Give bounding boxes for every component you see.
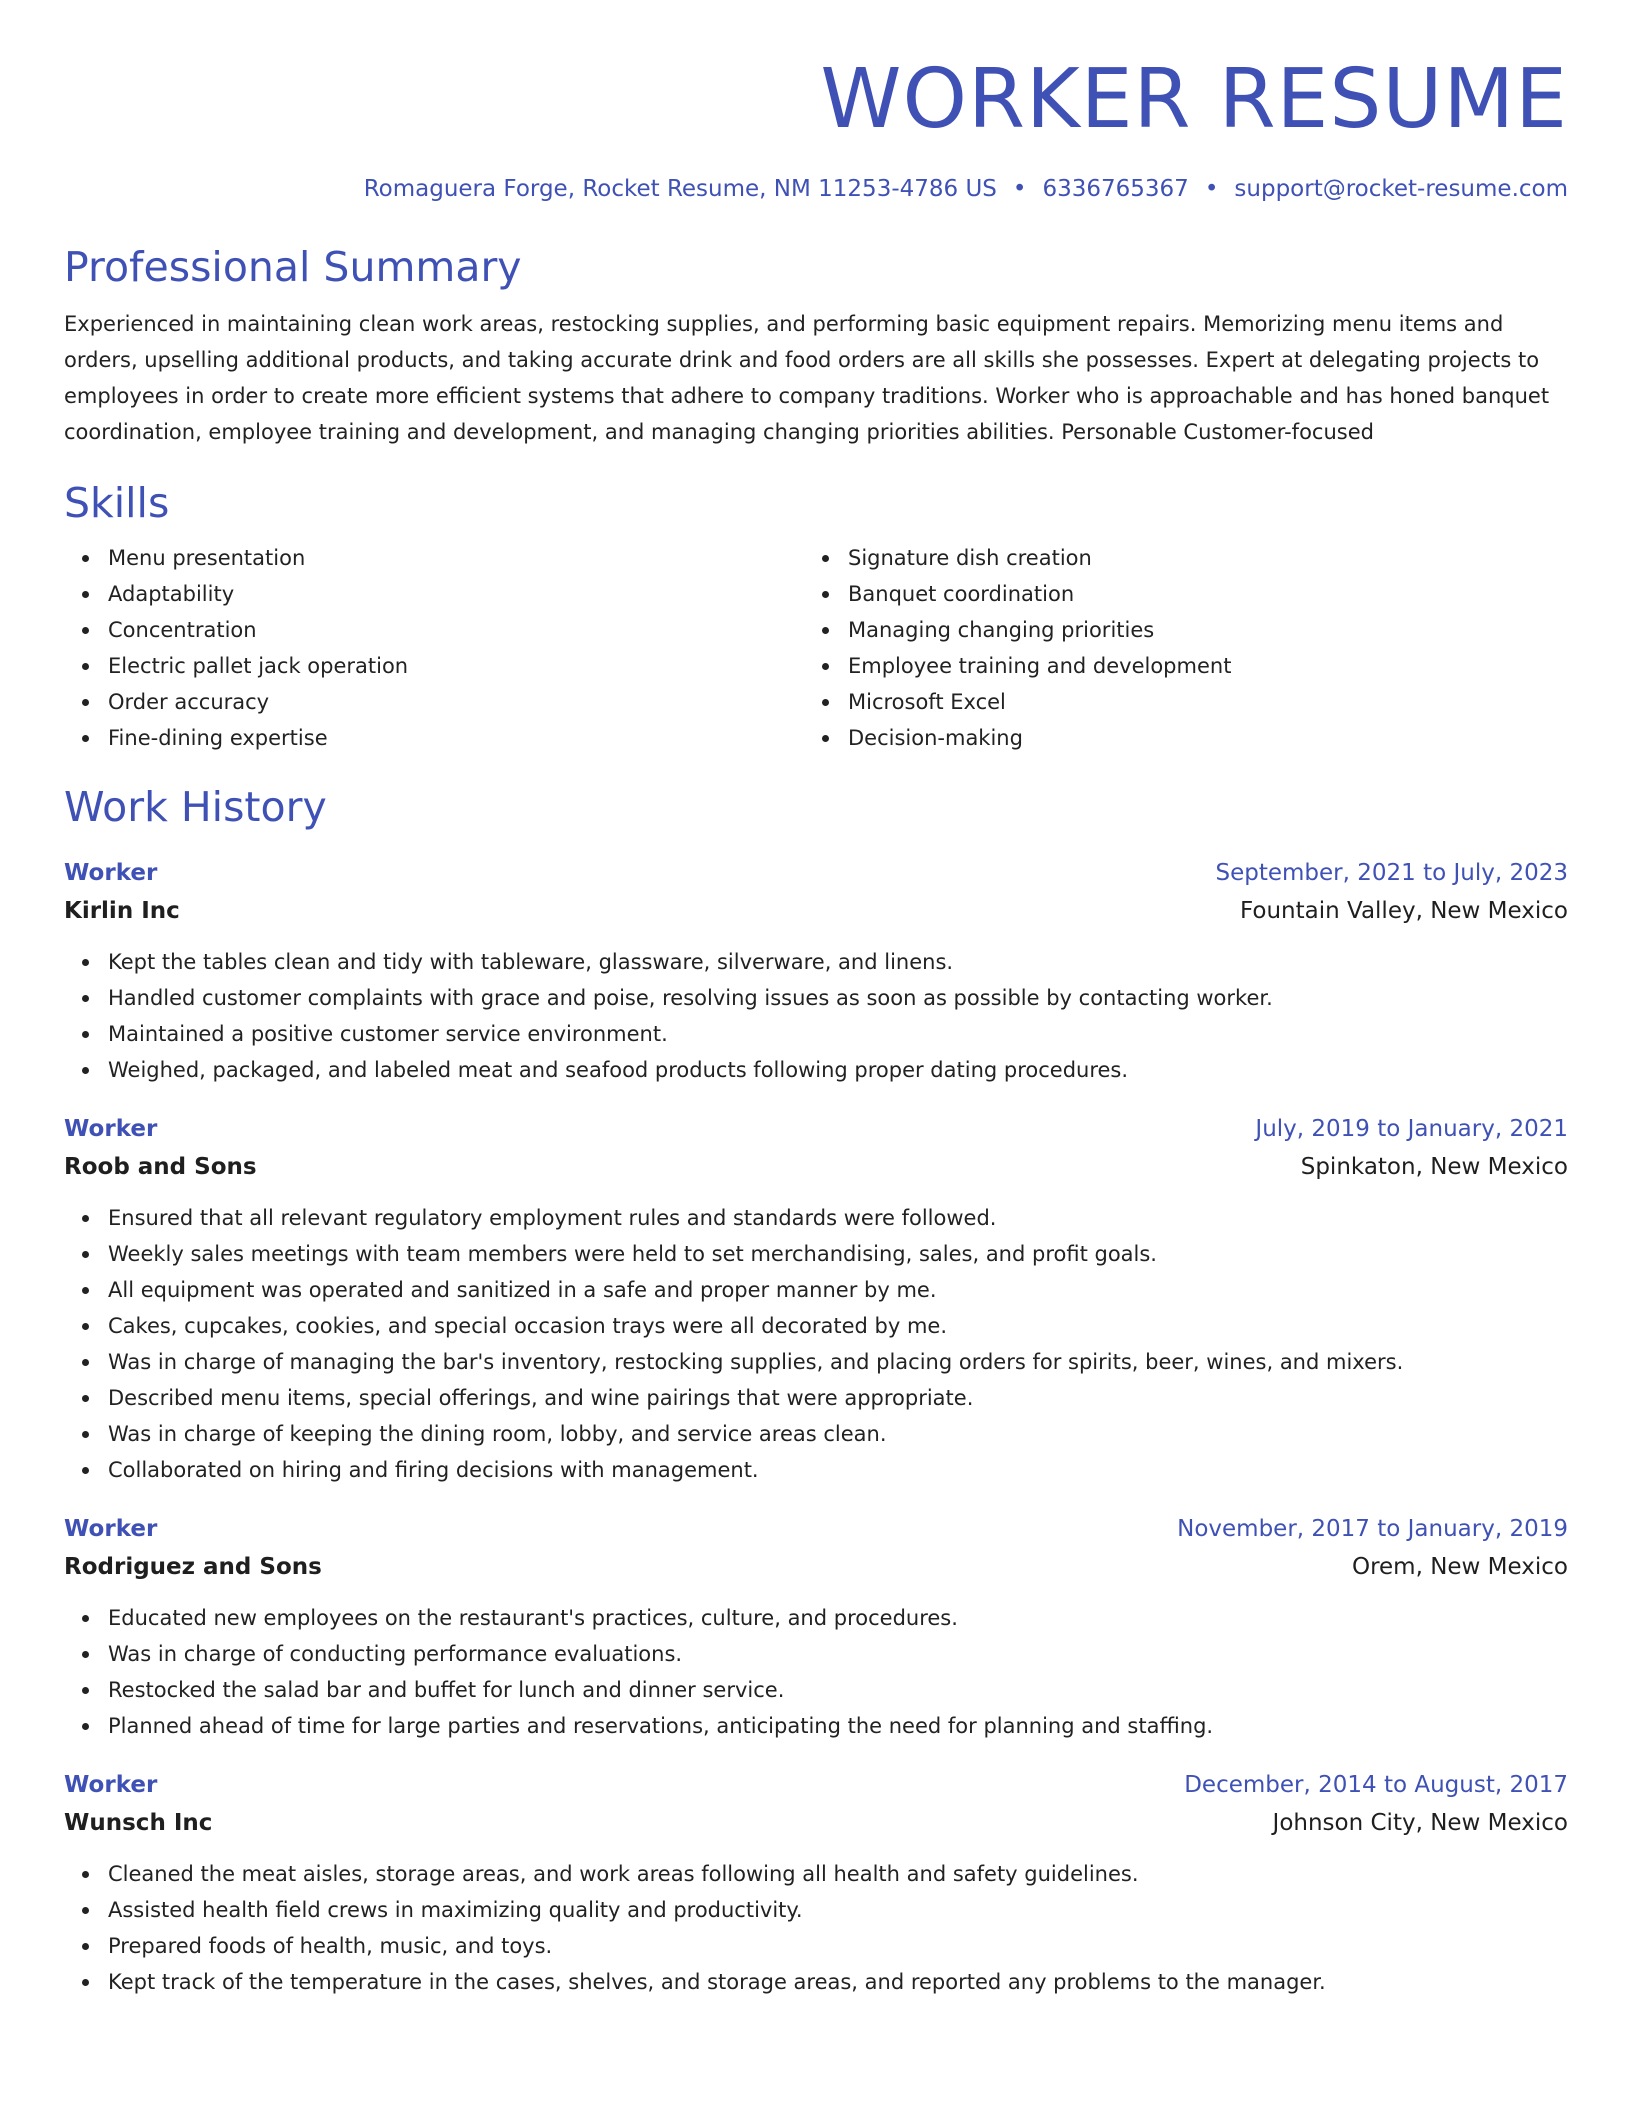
job-header-row bbox=[64, 1510, 1568, 1548]
contact-line bbox=[64, 174, 1568, 204]
job-company-row bbox=[64, 1548, 1568, 1586]
job-bullet: Planned ahead of time for large parties and reservations, anticipating the need for planning and staffing. bbox=[108, 1708, 1568, 1744]
job-company: Kirlin Inc bbox=[64, 898, 180, 924]
job-entry bbox=[64, 1510, 1568, 1744]
job-header-row bbox=[64, 854, 1568, 892]
job-bullet: Was in charge of keeping the dining room, lobby, and service areas clean. bbox=[108, 1416, 1568, 1452]
job-bullets bbox=[64, 1200, 1568, 1488]
skill-item: Managing changing priorities bbox=[848, 612, 1544, 648]
job-company-row bbox=[64, 1804, 1568, 1842]
contact-separator: • bbox=[1012, 176, 1027, 202]
section-title-summary: Professional Summary bbox=[64, 243, 522, 291]
skill-item: Menu presentation bbox=[108, 540, 804, 576]
skill-item: Electric pallet jack operation bbox=[108, 648, 804, 684]
job-bullet: Cakes, cupcakes, cookies, and special occasion trays were all decorated by me. bbox=[108, 1308, 1568, 1344]
job-bullet: Was in charge of conducting performance evaluations. bbox=[108, 1636, 1568, 1672]
contact-email: support@rocket-resume.com bbox=[1234, 176, 1568, 202]
job-bullet: All equipment was operated and sanitized in a safe and proper manner by me. bbox=[108, 1272, 1568, 1308]
job-company: Roob and Sons bbox=[64, 1154, 257, 1180]
job-bullet: Assisted health field crews in maximizing quality and productivity. bbox=[108, 1892, 1568, 1928]
job-location: Johnson City, New Mexico bbox=[1272, 1810, 1568, 1836]
skills-list-right bbox=[804, 540, 1544, 756]
job-entry bbox=[64, 854, 1568, 1088]
job-company: Rodriguez and Sons bbox=[64, 1554, 322, 1580]
job-header-row bbox=[64, 1766, 1568, 1804]
resume-header bbox=[64, 50, 1568, 204]
resume-name: WORKER RESUME bbox=[820, 52, 1568, 147]
job-bullet: Described menu items, special offerings, and wine pairings that were appropriate. bbox=[108, 1380, 1568, 1416]
job-dates: November, 2017 to January, 2019 bbox=[1177, 1516, 1568, 1542]
job-bullet: Weekly sales meetings with team members were held to set merchandising, sales, and profit goals. bbox=[108, 1236, 1568, 1272]
skill-item: Decision-making bbox=[848, 720, 1544, 756]
job-bullet: Kept the tables clean and tidy with tableware, glassware, silverware, and linens. bbox=[108, 944, 1568, 980]
skill-item: Signature dish creation bbox=[848, 540, 1544, 576]
job-bullets bbox=[64, 1856, 1568, 2000]
job-bullets bbox=[64, 944, 1568, 1088]
contact-address: Romaguera Forge, Rocket Resume, NM 11253-4786 US bbox=[363, 176, 997, 202]
skill-item: Microsoft Excel bbox=[848, 684, 1544, 720]
job-bullet: Educated new employees on the restaurant's practices, culture, and procedures. bbox=[108, 1600, 1568, 1636]
job-company-row bbox=[64, 1148, 1568, 1186]
skill-item: Adaptability bbox=[108, 576, 804, 612]
skill-item: Order accuracy bbox=[108, 684, 804, 720]
skill-item: Banquet coordination bbox=[848, 576, 1544, 612]
job-entry bbox=[64, 1110, 1568, 1488]
job-dates: July, 2019 to January, 2021 bbox=[1255, 1116, 1568, 1142]
contact-separator: • bbox=[1204, 176, 1219, 202]
contact-phone: 6336765367 bbox=[1042, 176, 1189, 202]
section-title-work-history: Work History bbox=[64, 783, 327, 831]
job-company: Wunsch Inc bbox=[64, 1810, 213, 1836]
job-bullet: Maintained a positive customer service environment. bbox=[108, 1016, 1568, 1052]
job-location: Spinkaton, New Mexico bbox=[1300, 1154, 1568, 1180]
job-bullets bbox=[64, 1600, 1568, 1744]
job-location: Orem, New Mexico bbox=[1351, 1554, 1568, 1580]
job-entry bbox=[64, 1766, 1568, 2000]
job-dates: September, 2021 to July, 2023 bbox=[1215, 860, 1568, 886]
job-header-row bbox=[64, 1110, 1568, 1148]
skills-list-left bbox=[64, 540, 804, 756]
job-title: Worker bbox=[64, 1516, 158, 1542]
skills-grid bbox=[64, 540, 1568, 756]
job-bullet: Handled customer complaints with grace and poise, resolving issues as soon as possible by contacting worker. bbox=[108, 980, 1568, 1016]
job-title: Worker bbox=[64, 1772, 158, 1798]
job-bullet: Cleaned the meat aisles, storage areas, and work areas following all health and safety guidelines. bbox=[108, 1856, 1568, 1892]
job-bullet: Weighed, packaged, and labeled meat and seafood products following proper dating procedures. bbox=[108, 1052, 1568, 1088]
job-bullet: Prepared foods of health, music, and toys. bbox=[108, 1928, 1568, 1964]
job-bullet: Was in charge of managing the bar's inventory, restocking supplies, and placing orders for spirits, beer, wines, and mixers. bbox=[108, 1344, 1568, 1380]
job-company-row bbox=[64, 892, 1568, 930]
job-title: Worker bbox=[64, 860, 158, 886]
job-bullet: Restocked the salad bar and buffet for lunch and dinner service. bbox=[108, 1672, 1568, 1708]
job-dates: December, 2014 to August, 2017 bbox=[1184, 1772, 1568, 1798]
skill-item: Employee training and development bbox=[848, 648, 1544, 684]
job-bullet: Ensured that all relevant regulatory employment rules and standards were followed. bbox=[108, 1200, 1568, 1236]
job-title: Worker bbox=[64, 1116, 158, 1142]
skill-item: Fine-dining expertise bbox=[108, 720, 804, 756]
skill-item: Concentration bbox=[108, 612, 804, 648]
summary-text: Experienced in maintaining clean work areas, restocking supplies, and performing basic equipment repairs. Memorizing menu items and orders, upselling additional products, and taking accurate drink and food orders are all skills she possesses. Expert at delegating projects to employees in order to create more efficient systems that adhere to company traditions. Worker who is approachable and has honed banquet coordination, employee training and development, and managing changing priorities abilities. Personable Customer-focused bbox=[64, 312, 1550, 444]
job-bullet: Kept track of the temperature in the cases, shelves, and storage areas, and reported any problems to the manager. bbox=[108, 1964, 1568, 2000]
job-location: Fountain Valley, New Mexico bbox=[1239, 898, 1568, 924]
job-bullet: Collaborated on hiring and firing decisions with management. bbox=[108, 1452, 1568, 1488]
section-title-skills: Skills bbox=[64, 479, 170, 527]
